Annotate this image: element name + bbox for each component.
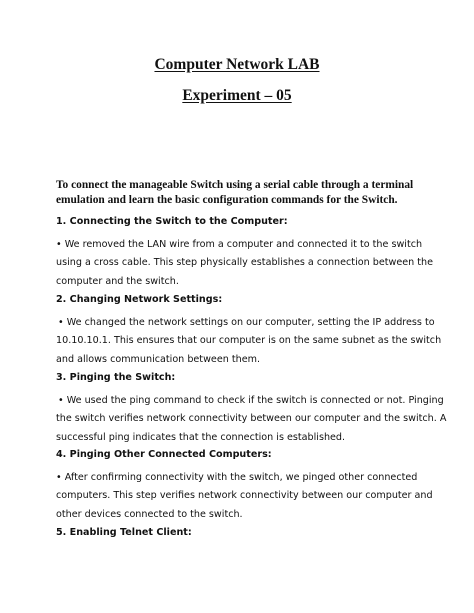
section-body-connecting-switch — [56, 236, 434, 291]
section-heading-pinging-computers: 4. Pinging Other Connected Computers: — [56, 449, 272, 460]
paragraph-line: 10.10.10.1. This ensures that our computer is on the same subnet as the switch — [56, 335, 442, 347]
paragraph-line: the switch verifies network connectivity between our computer and the switch. A — [56, 413, 447, 425]
aim-statement — [56, 178, 428, 208]
section-body-network-settings — [56, 314, 442, 369]
paragraph-line: computer and the switch. — [56, 275, 179, 287]
paragraph-line: computers. This step verifies network connectivity between our computer and — [56, 490, 433, 502]
aim-line: emulation and learn the basic configuration commands for the Switch. — [56, 194, 398, 206]
paragraph-line: other devices connected to the switch. — [56, 508, 243, 520]
section-heading-connecting-switch: 1. Connecting the Switch to the Computer: — [56, 216, 288, 227]
paragraph-line: • We used the ping command to check if the switch is connected or not. Pinging — [58, 395, 444, 406]
aim-line: To connect the manageable Switch using a serial cable through a terminal — [56, 179, 414, 191]
document-title: Computer Network LAB — [154, 56, 320, 73]
section-body-pinging-computers — [56, 469, 433, 524]
paragraph-line: successful ping indicates that the connection is established. — [56, 431, 346, 443]
paragraph-line: • We removed the LAN wire from a computer and connected it to the switch — [56, 239, 423, 250]
paragraph-line: and allows communication between them. — [56, 353, 260, 365]
experiment-number: Experiment – 05 — [182, 87, 292, 104]
section-heading-pinging-switch: 3. Pinging the Switch: — [56, 372, 176, 383]
section-body-pinging-switch — [56, 392, 447, 447]
paragraph-line: • After confirming connectivity with the switch, we pinged other connected — [56, 472, 418, 483]
section-heading-network-settings: 2. Changing Network Settings: — [56, 294, 223, 305]
section-heading-telnet-client: 5. Enabling Telnet Client: — [56, 527, 192, 538]
paragraph-line: using a cross cable. This step physically establishes a connection between the — [56, 257, 434, 269]
paragraph-line: • We changed the network settings on our computer, setting the IP address to — [58, 317, 435, 328]
